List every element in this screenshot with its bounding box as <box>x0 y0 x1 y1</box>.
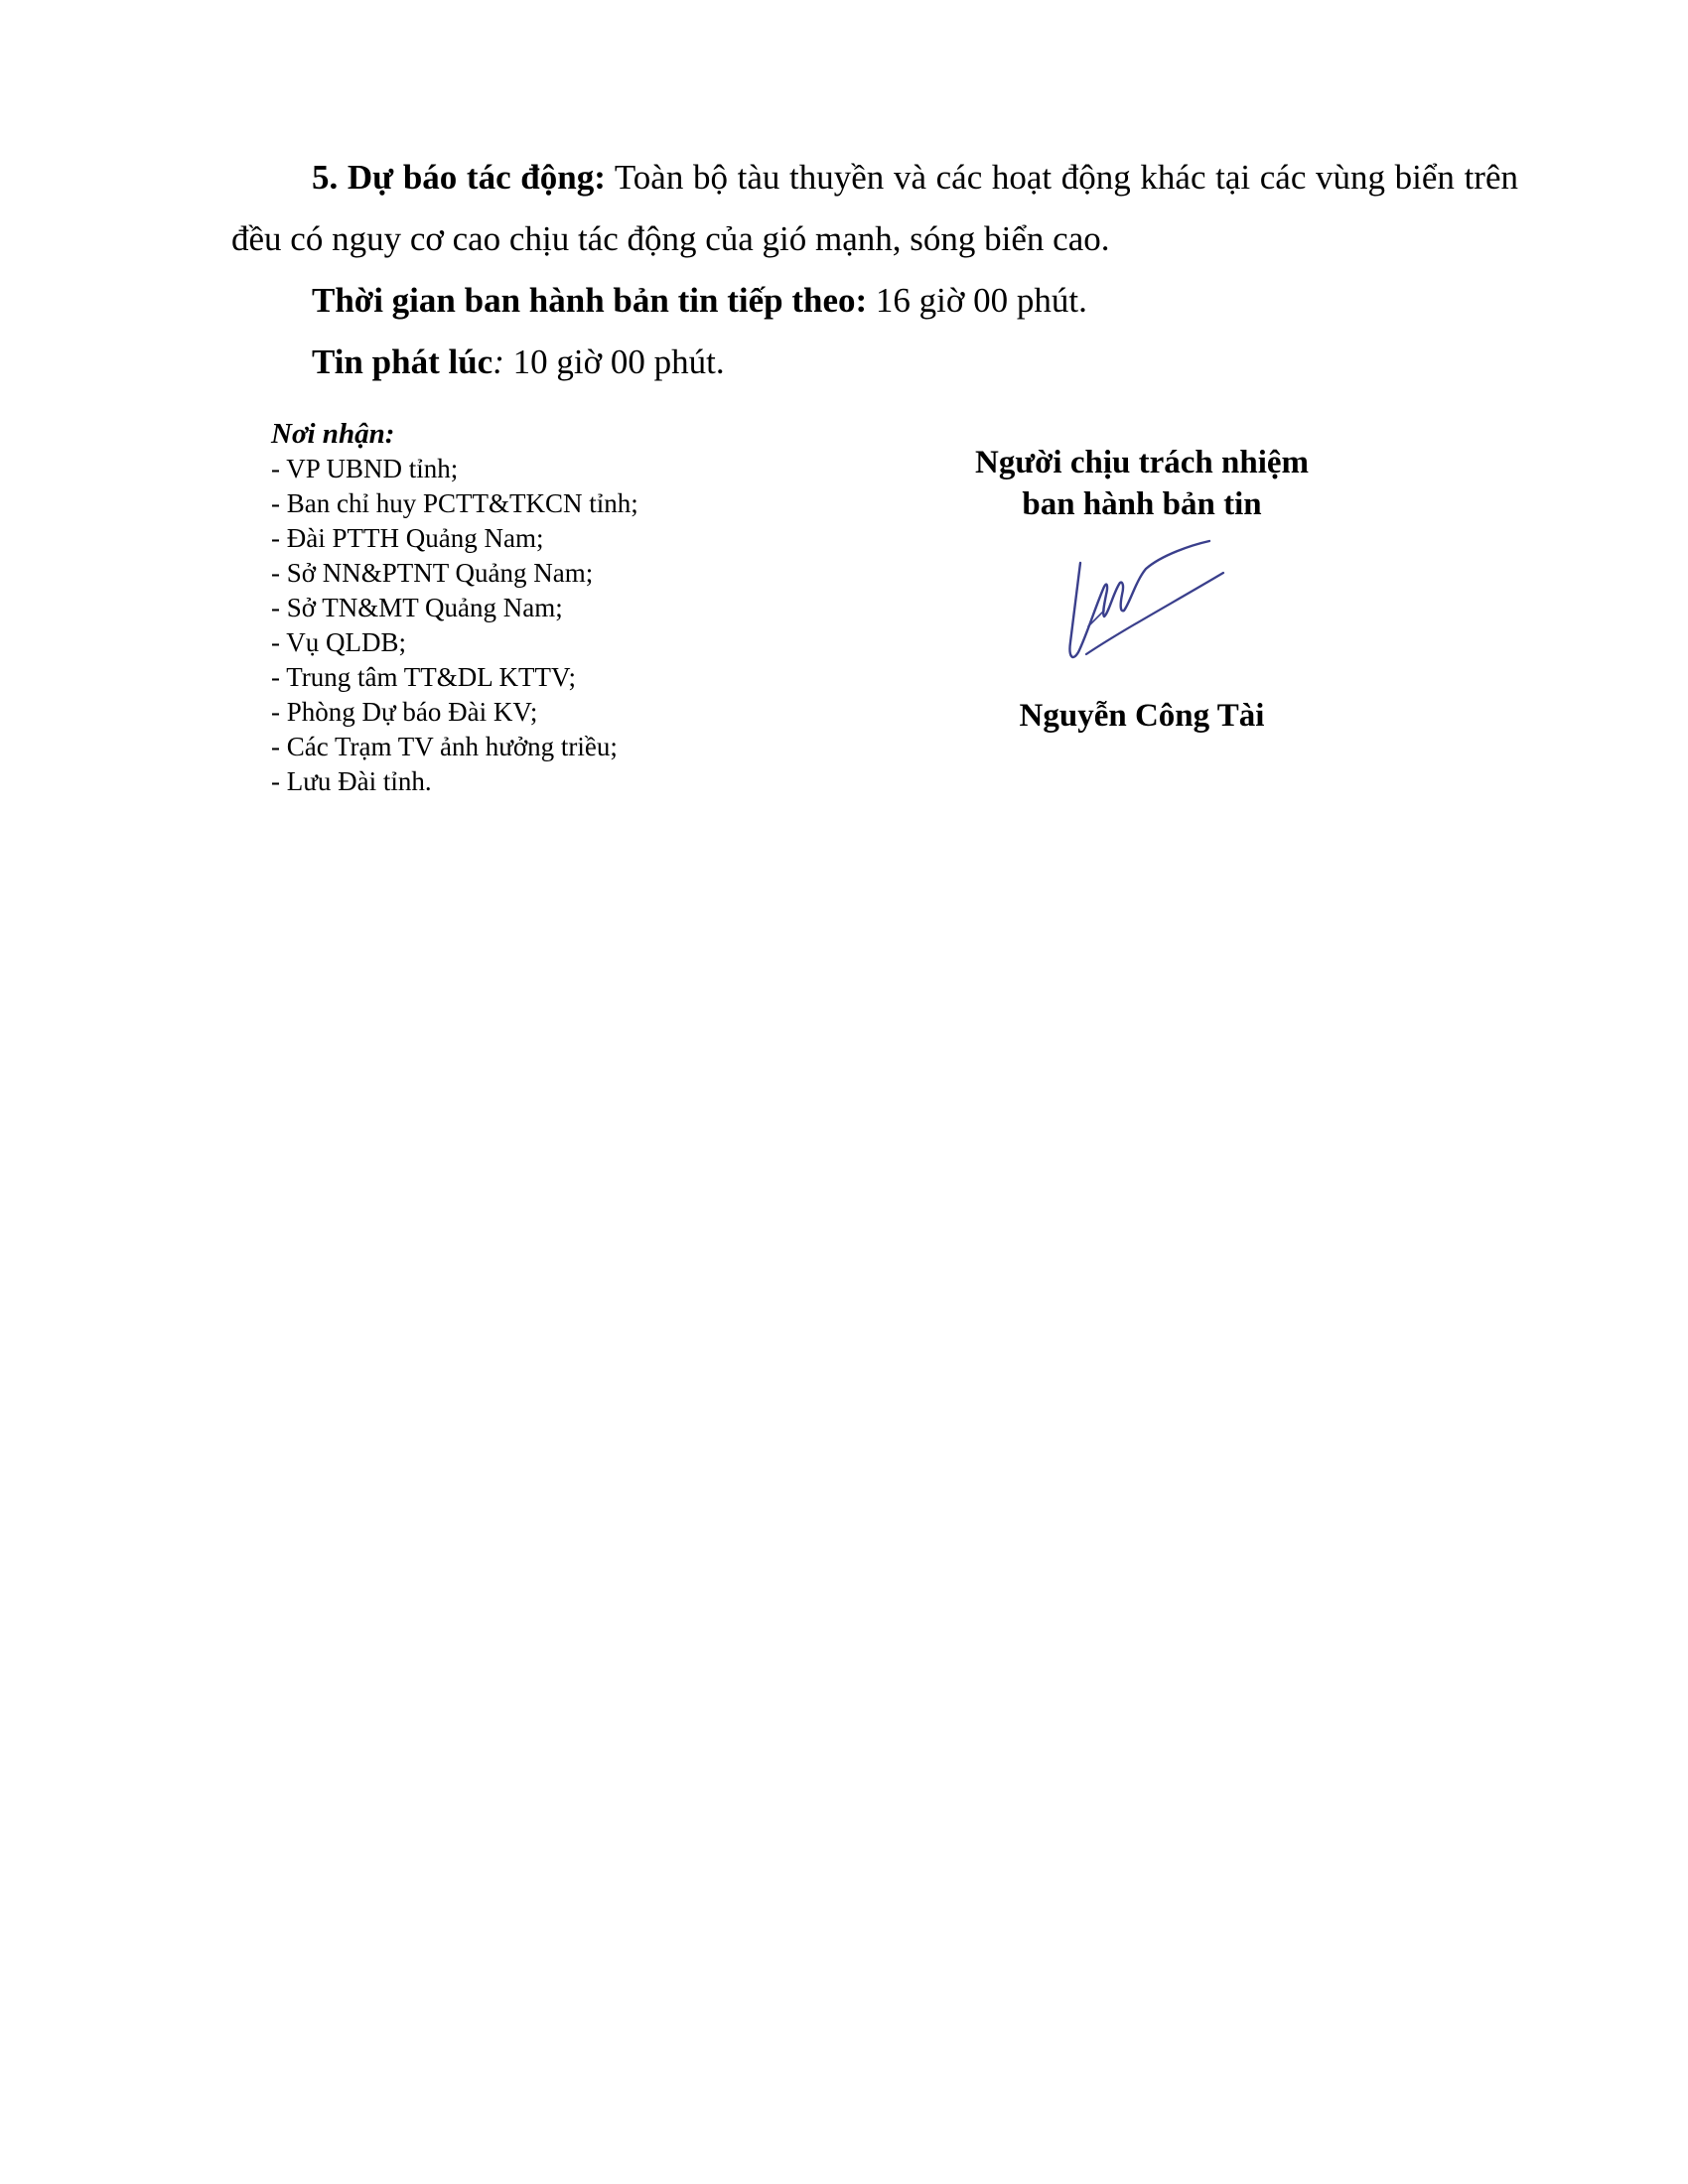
impact-forecast-label: 5. Dự báo tác động: <box>312 158 606 197</box>
recipient-item: - Sở TN&MT Quảng Nam; <box>271 591 827 625</box>
next-issue-paragraph <box>312 270 1503 332</box>
sent-at-label: Tin phát lúc <box>312 342 493 381</box>
next-issue-label: Thời gian ban hành bản tin tiếp theo: <box>312 281 868 320</box>
signer-title-line2: ban hành bản tin <box>1022 486 1262 522</box>
next-issue-value: 16 giờ 00 phút. <box>867 281 1087 320</box>
recipients-block <box>271 417 827 799</box>
recipient-item: - Phòng Dự báo Đài KV; <box>271 695 827 730</box>
recipient-item: - Ban chỉ huy PCTT&TKCN tỉnh; <box>271 486 827 521</box>
recipient-item: - Sở NN&PTNT Quảng Nam; <box>271 556 827 591</box>
signer-title-line1: Người chịu trách nhiệm <box>975 445 1309 480</box>
signer-title-block <box>894 442 1390 525</box>
signer-name: Nguyễn Công Tài <box>1019 698 1265 734</box>
recipient-item: - Các Trạm TV ảnh hưởng triều; <box>271 730 827 764</box>
recipient-item: - VP UBND tỉnh; <box>271 452 827 486</box>
sent-at-value: 10 giờ 00 phút. <box>503 342 725 381</box>
sent-at-paragraph <box>312 332 1503 393</box>
sent-at-colon: : <box>492 342 504 381</box>
recipients-title: Nơi nhận: <box>271 418 395 450</box>
recipient-item: - Trung tâm TT&DL KTTV; <box>271 660 827 695</box>
impact-forecast-paragraph <box>231 147 1518 270</box>
recipient-item: - Lưu Đài tỉnh. <box>271 764 827 799</box>
recipients-list <box>271 452 827 799</box>
recipient-item: - Vụ QLDB; <box>271 625 827 660</box>
handwritten-signature <box>1053 531 1251 685</box>
impact-forecast-text: Toàn bộ tàu thuyền và các hoạt động khác tại các vùng biển trên đều có nguy cơ cao chịu tác động của gió mạnh, sóng biển cao. <box>231 158 1518 258</box>
recipient-item: - Đài PTTH Quảng Nam; <box>271 521 827 556</box>
